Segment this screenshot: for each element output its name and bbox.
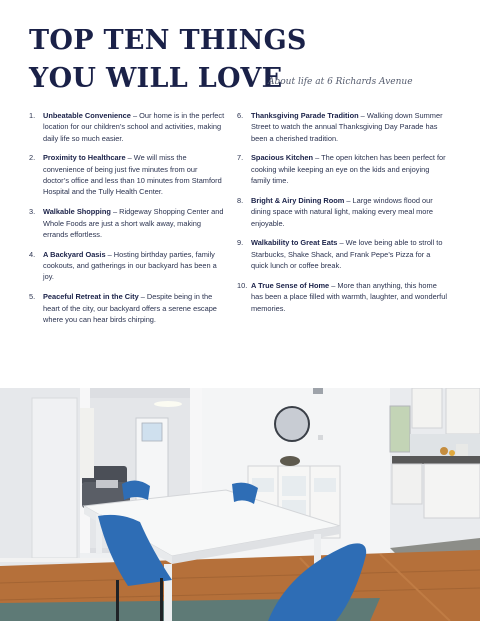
- item-heading: A Backyard Oasis: [43, 249, 106, 259]
- list-item: [29, 249, 225, 283]
- item-number: 6.: [237, 111, 244, 120]
- item-body: [251, 152, 447, 186]
- list-item: [29, 152, 225, 197]
- item-body: [251, 195, 447, 229]
- item-body: [43, 152, 225, 197]
- item-number: 1.: [29, 111, 36, 120]
- item-body: [251, 110, 447, 144]
- list-item: [237, 237, 447, 271]
- item-text: – Hosting birthday parties, family cookouts, and gatherings in our backyard has been a joy.: [43, 249, 217, 282]
- item-text: – We love being able to stroll to Starbucks, Shake Shack, and Frank Pepe’s Pizza for a quick lunch or coffee break.: [251, 238, 443, 271]
- item-text: – More than anything, this home has been a place filled with warmth, laughter, and wonderful memories.: [251, 280, 447, 313]
- page-subtitle: About life at 6 Richards Avenue: [268, 77, 413, 87]
- title-line-1: TOP TEN THINGS: [29, 25, 307, 56]
- list-item: [29, 110, 225, 144]
- item-number: 3.: [29, 207, 36, 217]
- item-body: [43, 291, 225, 325]
- item-heading: Thanksgiving Parade Tradition: [251, 111, 359, 120]
- item-number: 8.: [237, 195, 244, 205]
- list-right-column: [237, 110, 447, 322]
- page-title: [29, 22, 307, 98]
- item-body: [43, 206, 225, 240]
- item-body: [43, 249, 225, 283]
- list-item: [237, 152, 447, 186]
- item-number: 2.: [29, 153, 36, 163]
- dining-room-illustration: [0, 388, 480, 621]
- item-heading: Bright & Airy Dining Room: [251, 195, 345, 205]
- item-text: – Large windows flood our dining space with natural light, making every meal more enjoyable.: [251, 195, 433, 228]
- item-text: – We will miss the convenience of being just five minutes from our doctor’s office and less than 10 minutes from Stamford Hospital and the Tully Health Center.: [43, 153, 222, 197]
- item-number: 4.: [29, 249, 36, 259]
- list-item: [29, 206, 225, 240]
- item-number: 9.: [237, 238, 244, 248]
- item-text: – Walking down Summer Street to watch the annual Thanksgiving Day Parade has been a cherished tradition.: [251, 111, 443, 143]
- item-text: – The open kitchen has been perfect for cooking while keeping an eye on the kids and enjoying family time.: [251, 153, 446, 186]
- item-heading: A True Sense of Home: [251, 280, 330, 290]
- list-left-column: [29, 110, 225, 334]
- list-item: [237, 195, 447, 229]
- item-text: – Our home is in the perfect location for our children’s school and activities, making daily life so much easier.: [43, 111, 225, 143]
- item-heading: Proximity to Healthcare: [43, 153, 126, 163]
- list-item: [237, 110, 447, 144]
- list-item: [29, 291, 225, 325]
- dining-room-photo: [0, 388, 480, 621]
- item-body: [251, 280, 447, 314]
- item-body: [43, 110, 225, 144]
- item-heading: Walkability to Great Eats: [251, 238, 338, 248]
- list-item: [237, 280, 447, 314]
- item-number: 10.: [237, 280, 248, 290]
- item-heading: Walkable Shopping: [43, 207, 111, 217]
- item-heading: Peaceful Retreat in the City: [43, 292, 139, 302]
- item-heading: Unbeatable Convenience: [43, 111, 131, 120]
- item-text: – Despite being in the heart of the city, our backyard offers a serene escape where you can hear birds chirping.: [43, 292, 217, 324]
- title-line-2: YOU WILL LOVE: [29, 63, 283, 94]
- item-number: 5.: [29, 292, 36, 302]
- item-text: – Ridgeway Shopping Center and Whole Foods are just a short walk away, making errands effortless.: [43, 207, 224, 239]
- item-number: 7.: [237, 153, 244, 163]
- item-heading: Spacious Kitchen: [251, 153, 314, 163]
- item-body: [251, 237, 447, 271]
